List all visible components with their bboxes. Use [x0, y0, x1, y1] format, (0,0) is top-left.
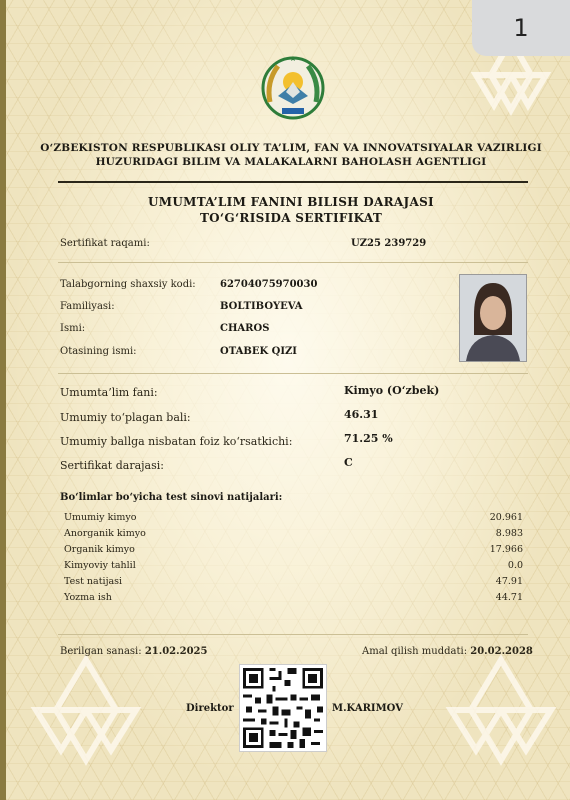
director-name: M.KARIMOV	[332, 703, 403, 714]
percentage-value: 71.25 %	[344, 432, 393, 445]
personal-code-value: 62704075970030	[220, 279, 318, 290]
section-score: 0.0	[507, 560, 523, 571]
section-name: Kimyoviy tahlil	[64, 560, 136, 571]
issue-date	[60, 646, 207, 657]
section-name: Organik kimyo	[64, 544, 135, 555]
section-name: Test natijasi	[64, 576, 123, 587]
subject-value: Kimyo (O‘zbek)	[344, 384, 440, 397]
patronymic-label: Otasining ismi:	[60, 346, 137, 357]
valid-until-value: 20.02.2028	[470, 646, 533, 657]
personal-code-label: Talabgorning shaxsiy kodi:	[60, 279, 196, 290]
total-score-value: 46.31	[344, 408, 379, 421]
certificate-title-line2: TO‘G‘RISIDA SERTIFIKAT	[199, 211, 383, 225]
cert-level-label: Sertifikat darajasi:	[60, 459, 164, 472]
ornament-bottom-right	[426, 640, 570, 800]
valid-until-label: Amal qilish muddati:	[362, 646, 468, 657]
holder-photo	[459, 274, 527, 362]
section-score: 47.91	[495, 576, 523, 587]
section-score: 8.983	[495, 528, 523, 539]
surname-value: BOLTIBOYEVA	[220, 301, 303, 312]
sections-title: Bo‘limlar bo‘yicha test sinovi natijalari:	[60, 492, 283, 503]
section-score: 20.961	[489, 512, 523, 523]
divider	[58, 262, 528, 263]
ornament-bottom-left	[16, 640, 156, 800]
surname-label: Familiyasi:	[60, 301, 115, 312]
page-number-badge: 1	[472, 0, 570, 56]
issue-date-value: 21.02.2025	[144, 646, 208, 657]
state-emblem-icon	[258, 52, 328, 122]
patronymic-value: OTABEK QIZI	[220, 346, 297, 357]
total-score-label: Umumiy to‘plagan bali:	[60, 411, 191, 424]
first-name-value: CHAROS	[220, 323, 270, 334]
section-score: 17.966	[489, 544, 523, 555]
cert-number-value: UZ25 239729	[351, 238, 427, 249]
subject-label: Umumta’lim fani:	[60, 386, 158, 399]
qr-code-icon	[239, 664, 327, 752]
issue-date-label: Berilgan sanasi:	[60, 646, 142, 657]
divider	[58, 373, 528, 374]
org-name-line2: HUZURIDAGI BILIM VA MALAKALARNI BAHOLASH AGENTLIGI	[95, 156, 487, 168]
cert-number-label: Sertifikat raqami:	[60, 238, 150, 249]
first-name-label: Ismi:	[60, 323, 86, 334]
header-divider	[58, 181, 528, 183]
divider	[58, 634, 528, 635]
percentage-label: Umumiy ballga nisbatan foiz ko‘rsatkichi:	[60, 435, 293, 448]
director-label: Direktor	[186, 703, 234, 714]
certificate-title-line1: UMUMTA’LIM FANINI BILISH DARAJASI	[148, 195, 434, 209]
section-name: Umumiy kimyo	[64, 512, 137, 523]
org-name-line1: O‘ZBEKISTON RESPUBLIKASI OLIY TA’LIM, FAN VA INNOVATSIYALAR VAZIRLIGI	[40, 142, 542, 154]
section-score: 44.71	[495, 592, 523, 603]
cert-level-value: C	[344, 456, 353, 469]
section-name: Anorganik kimyo	[64, 528, 146, 539]
valid-until	[362, 646, 533, 657]
section-name: Yozma ish	[64, 592, 112, 603]
